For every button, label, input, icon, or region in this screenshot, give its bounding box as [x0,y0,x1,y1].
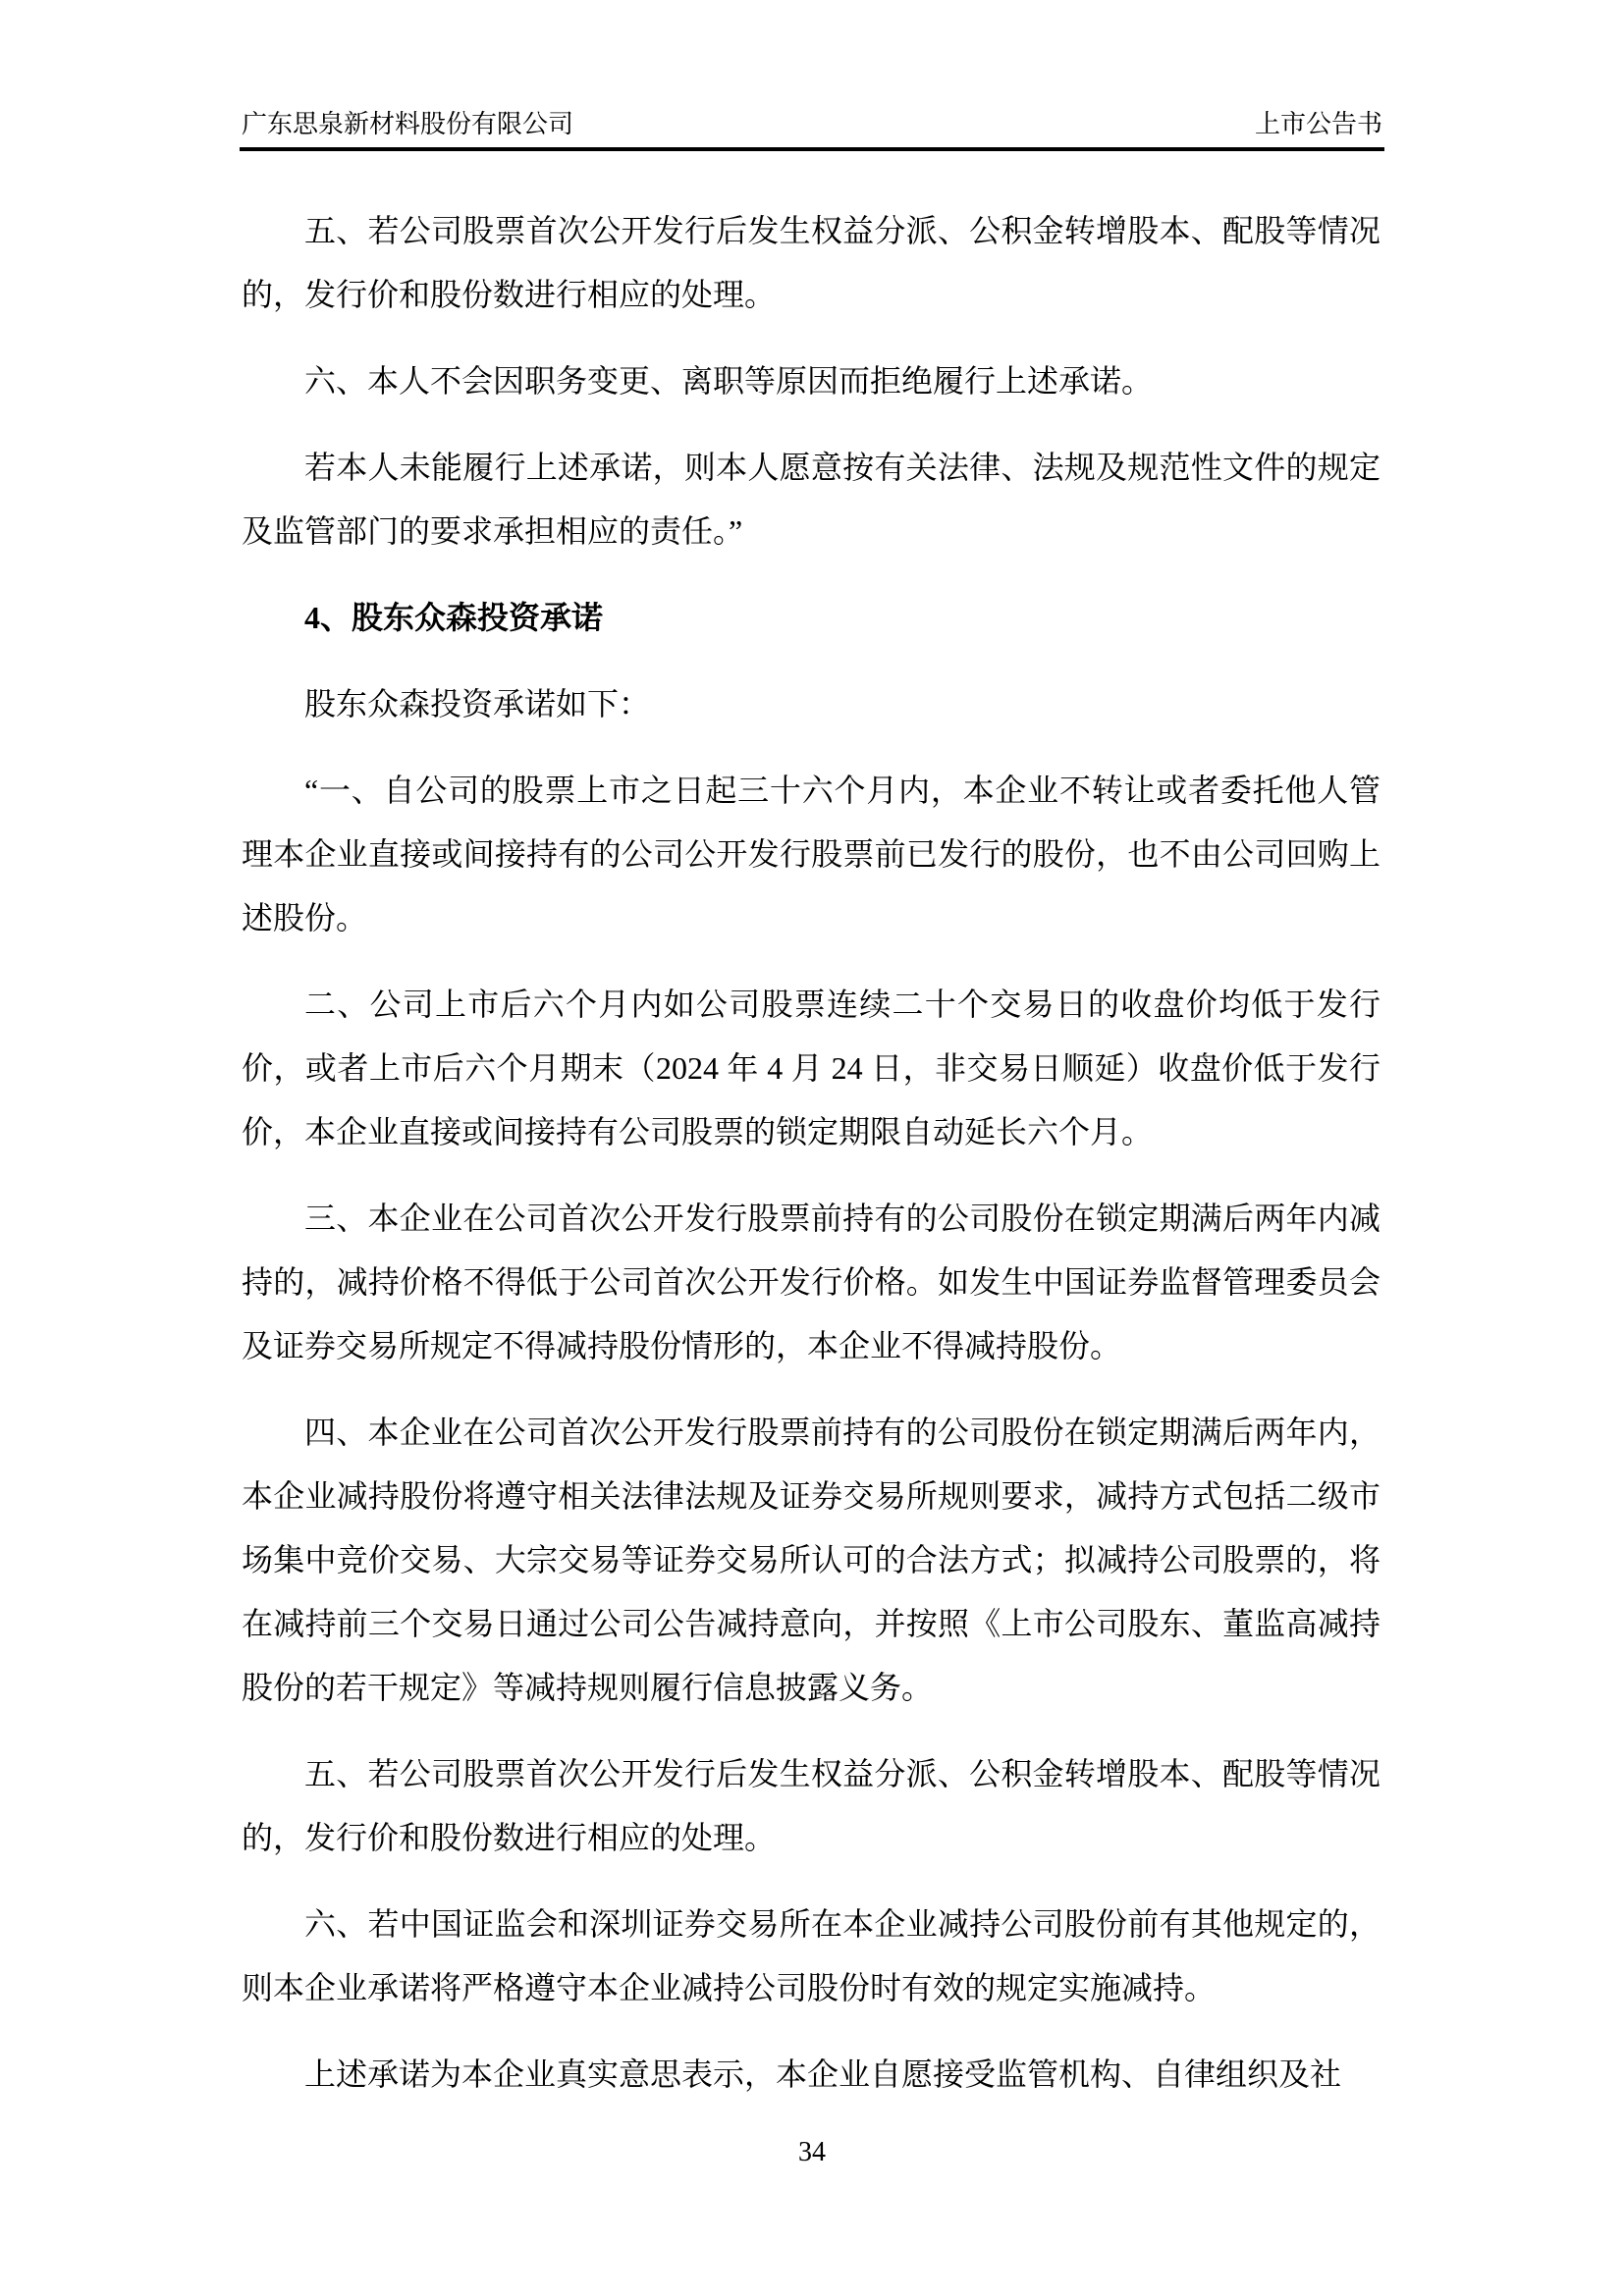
page-number: 34 [798,2137,826,2167]
document-body [242,199,1380,2129]
paragraph-item6-prior: 六、本人不会因职务变更、离职等原因而拒绝履行上述承诺。 [304,363,1154,399]
paragraph-commitment-2: 二、公司上市后六个月内如公司股票连续二十个交易日的收盘价均低于发行价，或者上市后六个月期末（2024 年 4 月 24 日，非交易日顺延）收盘价低于发行价，本企业直接或间接持有公司股票的锁定期限自动延长六个月。 [242,987,1380,1149]
paragraph-commitment-closing: 上述承诺为本企业真实意思表示，本企业自愿接受监管机构、自律组织及社 [304,2056,1342,2092]
paragraph-item5-prior: 五、若公司股票首次公开发行后发生权益分派、公积金转增股本、配股等情况的，发行价和股份数进行相应的处理。 [242,213,1380,312]
header-company-name: 广东思泉新材料股份有限公司 [242,110,574,138]
paragraph-commitment-intro: 股东众森投资承诺如下： [304,686,651,721]
section-heading-zhongsen-commitment: 4、股东众森投资承诺 [304,600,604,635]
page-header [242,108,1382,141]
header-doc-title: 上市公告书 [1254,110,1382,138]
paragraph-commitment-3: 三、本企业在公司首次公开发行股票前持有的公司股份在锁定期满后两年内减持的，减持价格不得低于公司首次公开发行价格。如发生中国证券监督管理委员会及证券交易所规定不得减持股份情形的，本企业不得减持股份。 [242,1201,1380,1363]
paragraph-liability-statement: 若本人未能履行上述承诺，则本人愿意按有关法律、法规及规范性文件的规定及监管部门的要求承担相应的责任。” [242,450,1380,549]
paragraph-commitment-1: “一、自公司的股票上市之日起三十六个月内，本企业不转让或者委托他人管理本企业直接或间接持有的公司公开发行股票前已发行的股份，也不由公司回购上述股份。 [242,773,1380,935]
paragraph-commitment-6: 六、若中国证监会和深圳证券交易所在本企业减持公司股份前有其他规定的，则本企业承诺将严格遵守本企业减持公司股份时有效的规定实施减持。 [242,1906,1380,2005]
paragraph-commitment-4: 四、本企业在公司首次公开发行股票前持有的公司股份在锁定期满后两年内，本企业减持股份将遵守相关法律法规及证券交易所规则要求，减持方式包括二级市场集中竞价交易、大宗交易等证券交易所认可的合法方式；拟减持公司股票的，将在减持前三个交易日通过公司公告减持意向，并按照《上市公司股东、董监高减持股份的若干规定》等减持规则履行信息披露义务。 [242,1415,1380,1705]
header-rule [240,147,1384,151]
page-footer [0,2135,1624,2170]
paragraph-commitment-5: 五、若公司股票首次公开发行后发生权益分派、公积金转增股本、配股等情况的，发行价和股份数进行相应的处理。 [242,1756,1380,1855]
